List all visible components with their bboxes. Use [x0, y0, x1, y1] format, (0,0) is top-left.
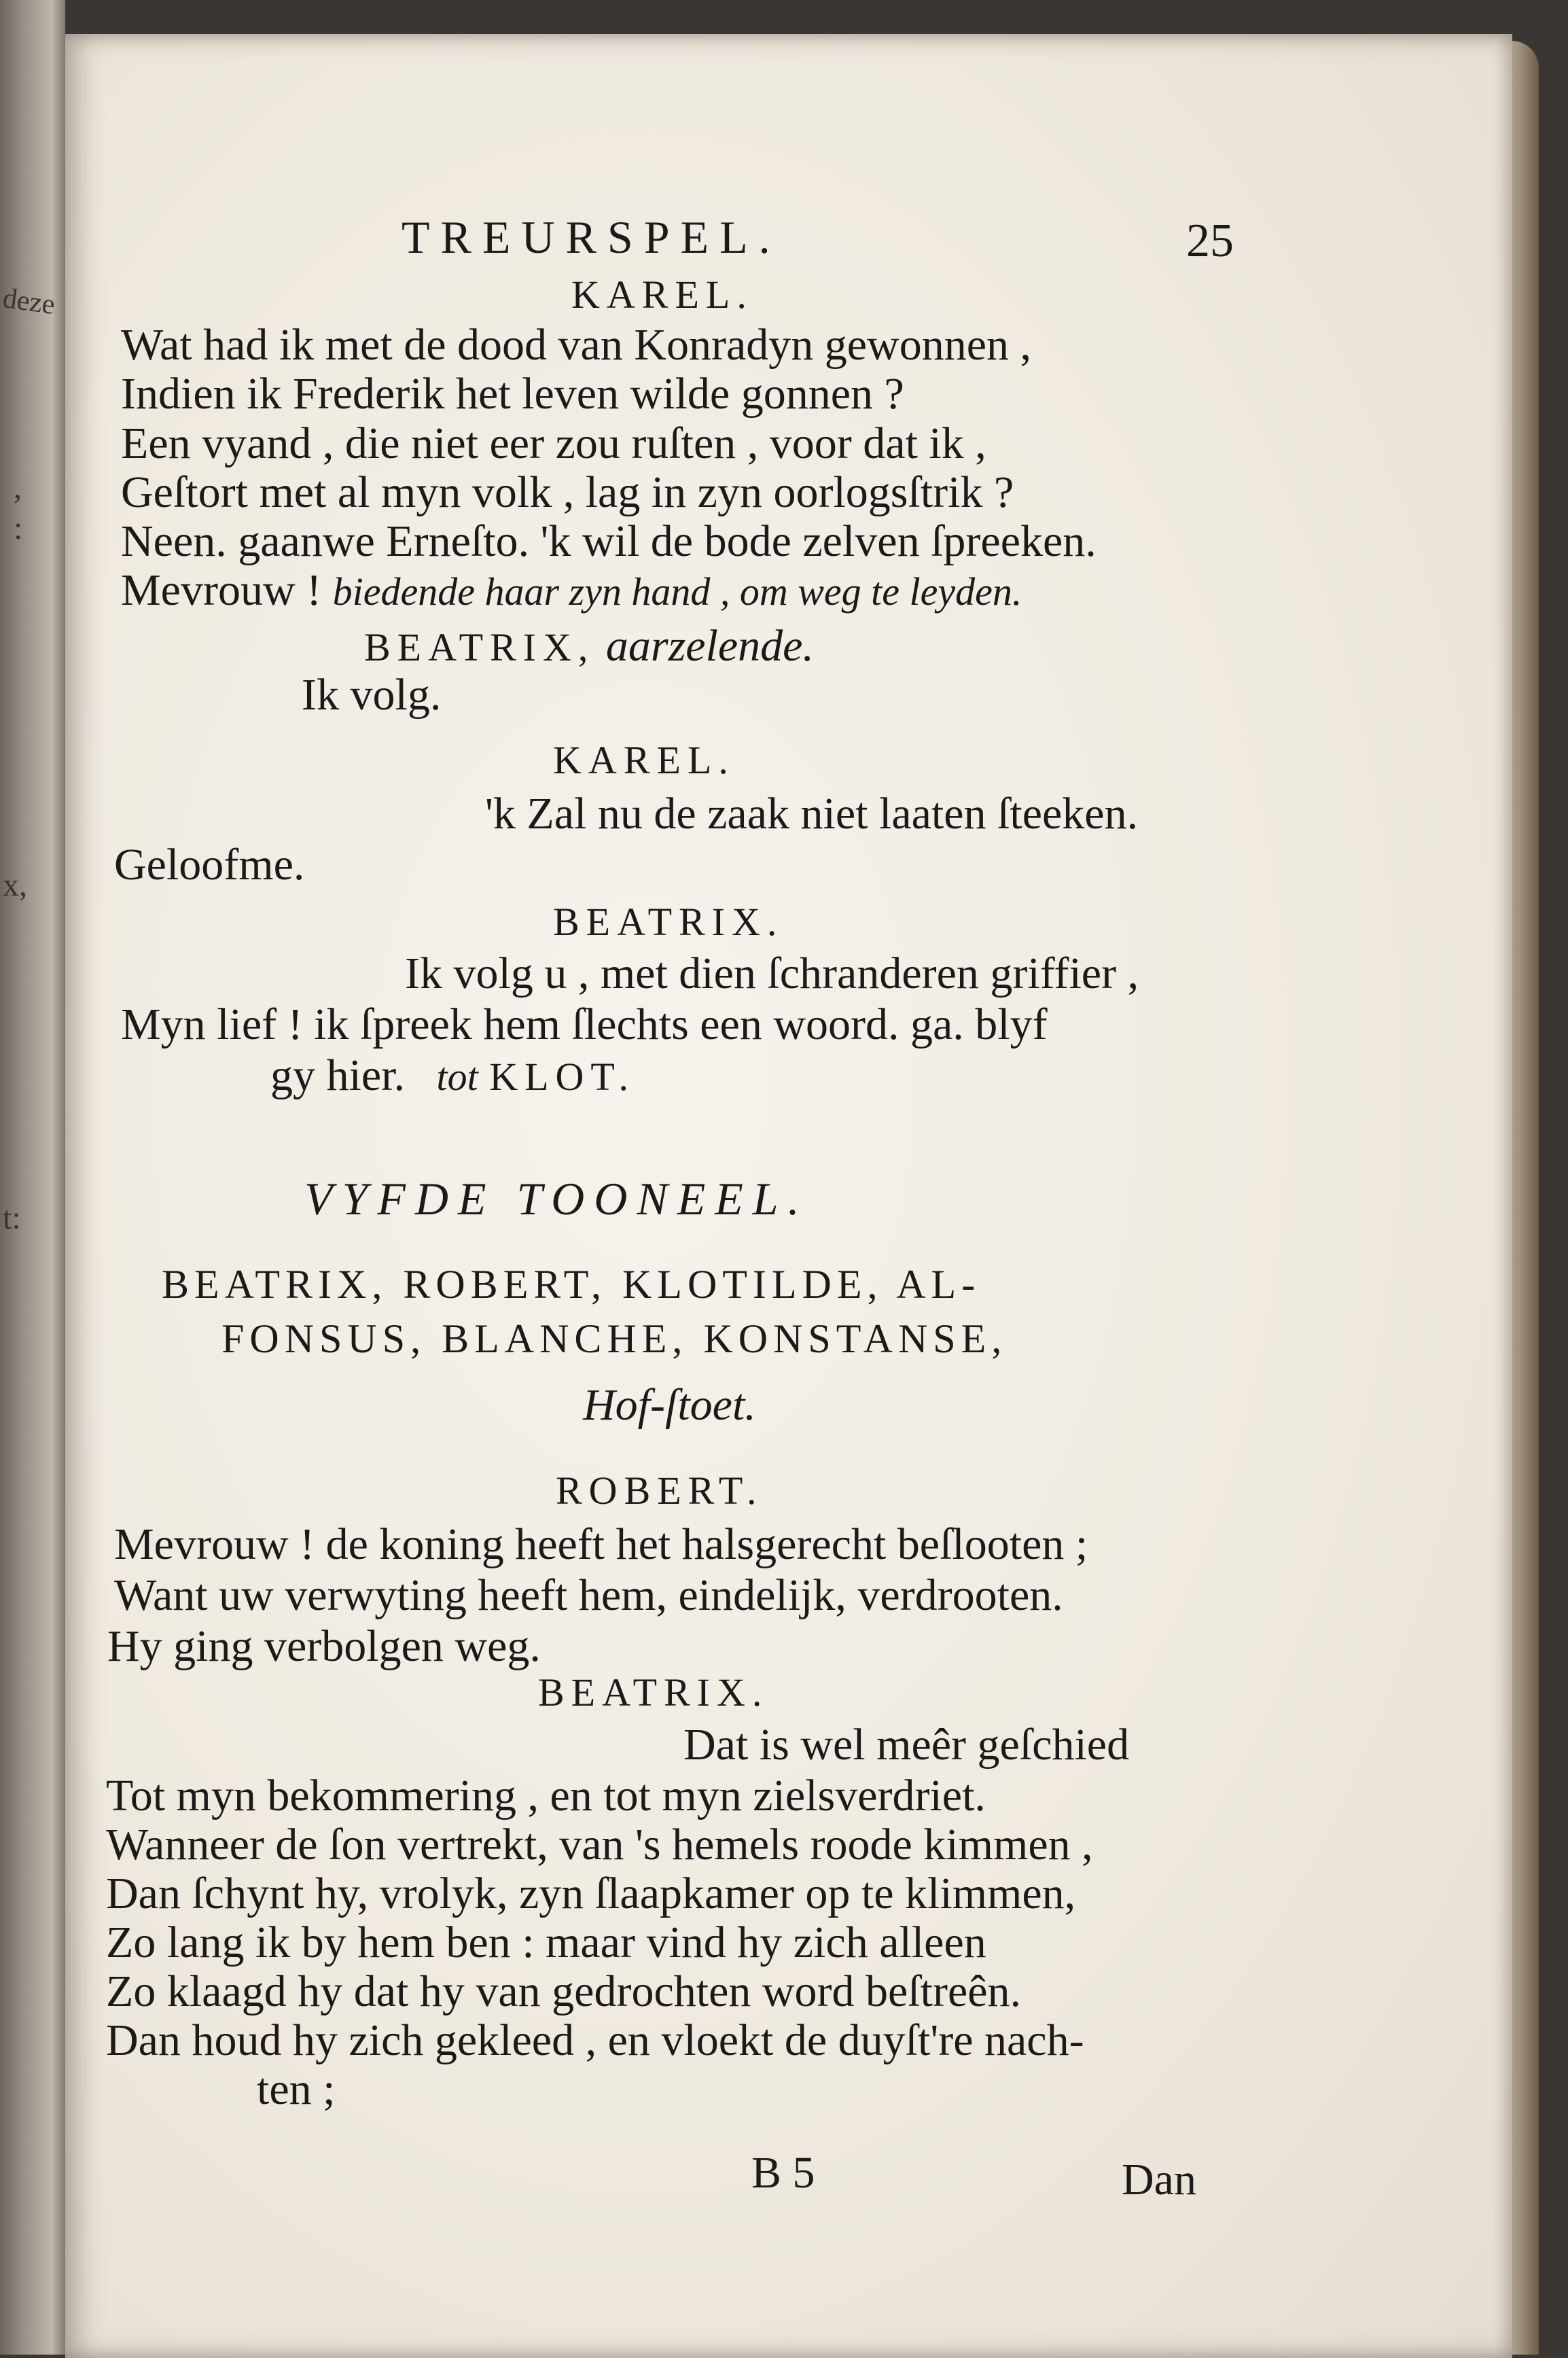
facing-page-edge — [0, 0, 65, 2355]
speaker-name: KAREL. — [553, 738, 735, 782]
verse-line: Zo klaagd hy dat hy van gedrochten word beſtreên. — [106, 1967, 1022, 2016]
verse-line: Dan houd hy zich gekleed , en vloekt de duyſt're nach- — [106, 2016, 1084, 2065]
catchword: Dan — [1122, 2155, 1196, 2204]
speaker-name: BEATRIX. — [538, 1670, 769, 1714]
margin-fragment: x, — [3, 867, 27, 903]
verse-line: Geſtort met al myn volk , lag in zyn oorlogsſtrik ? — [121, 468, 1014, 517]
speaker-name: BEATRIX, — [364, 625, 595, 669]
stage-direction: tot — [436, 1055, 478, 1099]
verse-text: Mevrouw ! — [121, 565, 322, 615]
dramatis-personae: Hof-ſtoet. — [583, 1380, 756, 1430]
verse-line: ten ; — [257, 2064, 336, 2114]
verse-line: Ik volg. — [302, 670, 442, 720]
signature-mark: B 5 — [751, 2148, 815, 2198]
stage-direction: biedende haar zyn hand , om weg te leyden. — [332, 569, 1022, 614]
verse-line: Wanneer de ſon vertrekt, van 's hemels roode kimmen , — [106, 1820, 1093, 1869]
verse-line: Geloofme. — [114, 840, 305, 890]
verse-line: Dan ſchynt hy, vrolyk, zyn ſlaapkamer op te klimmen, — [106, 1869, 1076, 1918]
verse-line: Tot myn bekommering , en tot myn zielsverdriet. — [106, 1771, 986, 1820]
speaker-name: KAREL. — [571, 272, 753, 317]
verse-text: gy hier. — [270, 1051, 405, 1100]
verse-line: Ik volg u , met dien ſchranderen griffier , — [405, 949, 1139, 998]
verse-line: Neen. gaanwe Erneſto. 'k wil de bode zelven ſpreeken. — [121, 516, 1097, 566]
addressee-name: KLOT. — [489, 1055, 636, 1099]
verse-line — [270, 1053, 635, 1098]
verse-line: Dat is wel meêr geſchied — [683, 1720, 1130, 1770]
stage-direction: aarzelende. — [605, 621, 814, 671]
speaker-name: ROBERT. — [556, 1468, 764, 1513]
running-head: TREURSPEL. — [402, 211, 781, 263]
speaker-name: BEATRIX. — [553, 900, 784, 944]
verse-line: Wat had ik met de dood van Konradyn gewonnen , — [121, 320, 1032, 370]
verse-line: Hy ging verbolgen weg. — [107, 1621, 541, 1671]
verse-line: Myn lief ! ik ſpreek hem ſlechts een woord. ga. blyf — [121, 1000, 1048, 1049]
book-page — [65, 34, 1512, 2358]
scene-title: VYFDE TOONEEL. — [304, 1173, 809, 1225]
verse-line — [121, 565, 1022, 615]
verse-line: Een vyand , die niet eer zou ruſten , voor dat ik , — [121, 419, 986, 468]
margin-fragment: deze — [1, 282, 57, 321]
margin-fragment: : — [14, 510, 23, 546]
verse-line: Indien ik Frederik het leven wilde gonnen ? — [121, 369, 904, 419]
verse-line: 'k Zal nu de zaak niet laaten ſteeken. — [485, 789, 1139, 839]
margin-fragment: , — [14, 470, 22, 506]
speaker-heading — [364, 621, 814, 671]
page-number: 25 — [1186, 215, 1234, 267]
dramatis-personae: BEATRIX, ROBERT, KLOTILDE, AL- — [162, 1262, 981, 1307]
verse-line: Zo lang ik by hem ben : maar vind hy zich alleen — [106, 1918, 986, 1967]
verse-line: Want uw verwyting heeft hem, eindelijk, verdrooten. — [114, 1570, 1063, 1620]
margin-fragment: t: — [3, 1200, 21, 1236]
dramatis-personae: FONSUS, BLANCHE, KONSTANSE, — [221, 1316, 1008, 1361]
verse-line: Mevrouw ! de koning heeft het halsgerecht beſlooten ; — [114, 1519, 1088, 1569]
